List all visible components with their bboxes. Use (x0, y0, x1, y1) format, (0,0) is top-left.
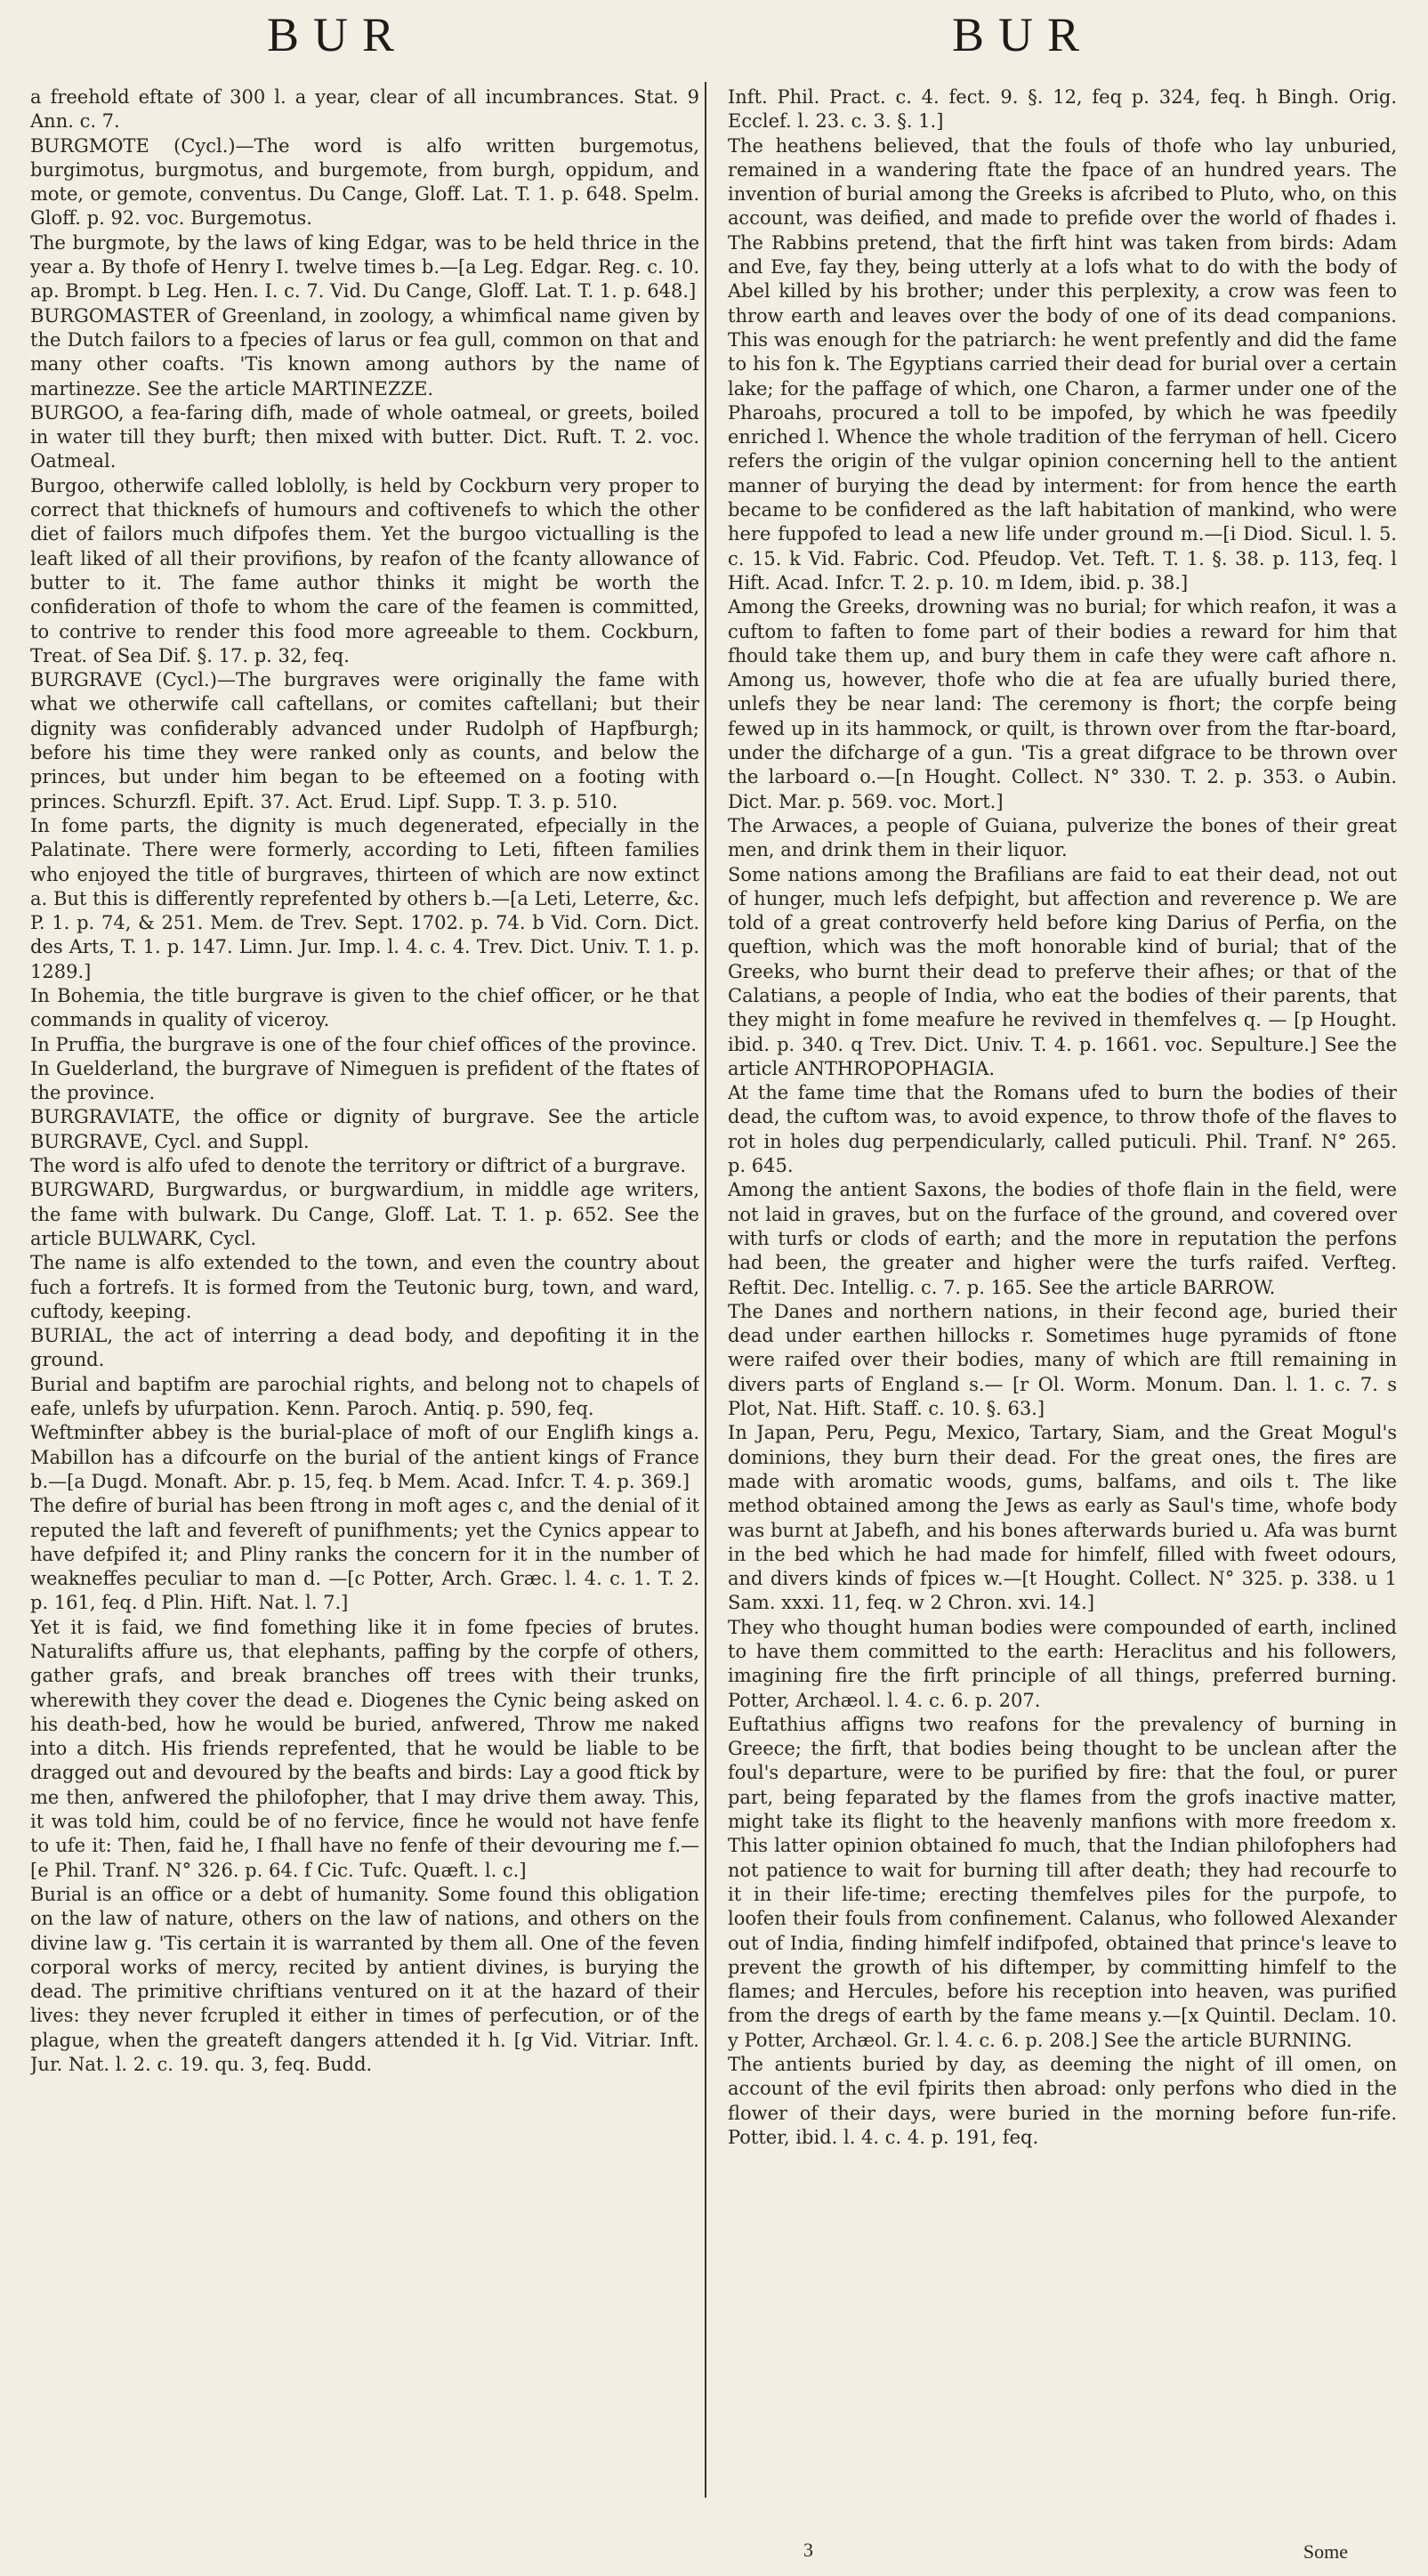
paragraph: In Japan, Peru, Pegu, Mexico, Tartary, Siam, and the Great Mogul's dominions, they burn their dead. For the great ones, the fires are made with aromatic woods, gums, balfams, and oils t. The like method obtained among the Jews as early as Saul's time, whofe body was burnt at Jabefh, and his bones afterwards buried u. Afa was burnt in the bed which he had made for himfelf, filled with fweet odours, and divers kinds of fpices w.—[t Hought. Collect. N° 325. p. 338. u 1 Sam. xxxi. 11, feq. w 2 Chron. xvi. 14.] (728, 1422, 1397, 1614)
column-divider (705, 82, 706, 2498)
paragraph: The antients buried by day, as deeming the night of ill omen, on account of the evil fpirits then abroad: only perfons who died in the flower of their days, were buried in the morning before fun-rife. Potter, ibid. l. 4. c. 4. p. 191, feq. (728, 2054, 1397, 2148)
paragraph: In fome parts, the dignity is much degenerated, efpecially in the Palatinate. There were formerly, according to Leti, fifteen families who enjoyed the title of burgraves, thirteen of which are now extinct a. But this is differently reprefented by others b.—[a Leti, Leterre, &c. P. 1. p. 74, & 251. Mem. de Trev. Sept. 1702. p. 74. b Vid. Corn. Dict. des Arts, T. 1. p. 147. Limn. Jur. Imp. l. 4. c. 4. Trev. Dict. Univ. T. 1. p. 1289.] (30, 814, 699, 982)
paragraph: The Arwaces, a people of Guiana, pulverize the bones of their great men, and drink them in their liquor. (728, 814, 1397, 861)
paragraph: The burgmote, by the laws of king Edgar, was to be held thrice in the year a. By thofe of Henry I. twelve times b.—[a Leg. Edgar. Reg. c. 10. ap. Brompt. b Leg. Hen. I. c. 7. Vid. Du Cange, Gloff. Lat. T. 1. p. 648.] (30, 231, 699, 303)
entry-burgward: BURGWARD, Burgwardus, or burgwardium, in middle age writers, the fame with bulwark. Du Cange, Gloff. Lat. T. 1. p. 652. See the article BULWARK, Cycl. (30, 1179, 699, 1249)
paragraph: The heathens believed, that the fouls of thofe who lay unburied, remained in a wandering ftate the fpace of an hundred years. The invention of burial among the Greeks is afcribed to Pluto, who, on this account, was deified, and made to prefide over the world of fhades i. The Rabbins pretend, that the firft hint was taken from birds: Adam and Eve, fay they, being utterly at a lofs what to do with the body of Abel killed by his brother; under this perplexity, a crow was feen to throw earth and leaves over the body of one of its dead companions. This was enough for the patriarch: he went prefently and did the fame to his fon k. The Egyptians carried their dead for burial over a certain lake; for the paffage of which, one Charon, a farmer under one of the Pharoahs, procured a toll to be impofed, by which he was fpeedily enriched l. Whence the whole tradition of the ferryman of hell. Cicero refers the origin of the vulgar opinion concerning hell to the antient manner of burying the dead by interment: for from hence the earth became to be confidered as the laft habitation of mankind, who were here fuppofed to lead a new life under ground m.—[i Diod. Sicul. l. 5. c. 15. k Vid. Fabric. Cod. Pfeudop. Vet. Teft. T. 1. §. 38. p. 113, feq. l Hift. Acad. Infcr. T. 2. p. 10. m Idem, ibid. p. 38.] (728, 134, 1397, 594)
entry-burgraviate: BURGRAVIATE, the office or dignity of burgrave. See the article BURGRAVE, Cycl. and Suppl. (30, 1106, 699, 1152)
catchword: Some (1303, 2540, 1348, 2563)
paragraph: a freehold eftate of 300 l. a year, clear of all incumbrances. Stat. 9 Ann. c. 7. (30, 86, 699, 133)
paragraph: The name is alfo extended to the town, and even the country about fuch a fortrefs. It is formed from the Teutonic burg, town, and ward, cuftody, keeping. (30, 1252, 699, 1322)
paragraph: In Pruffia, the burgrave is one of the four chief offices of the province. (30, 1033, 698, 1055)
page-signature: 3 (803, 2539, 813, 2561)
paragraph: Among the antient Saxons, the bodies of thofe flain in the field, were not laid in graves, but on the furface of the ground, and covered over with turfs or clods of earth; and the more in reputation the perfons had been, the greater and higher were the turfs raifed. Verfteg. Reftit. Dec. Intellig. c. 7. p. 165. See the article BARROW. (728, 1179, 1397, 1298)
paragraph: Burgoo, otherwife called loblolly, is held by Cockburn very proper to correct that thicknefs of humours and coftivenefs to which the other diet of failors much difpofes them. Yet the burgoo victualling is the leaft liked of all their provifions, by reafon of the fcanty allowance of butter to it. The fame author thinks it might be worth the confideration of thofe to whom the care of the feamen is committed, to contrive to render this food more agreeable to them. Cockburn, Treat. of Sea Dif. §. 17. p. 32, feq. (30, 474, 699, 666)
running-head-left: BUR (267, 8, 409, 61)
entry-burgomaster: BURGOMASTER of Greenland, in zoology, a whimfical name given by the Dutch failors to a fpecies of larus or fea gull, common on that and many other coafts. 'Tis known among authors by the name of martinezze. See the article MARTINEZZE. (30, 304, 699, 400)
right-column (728, 85, 1397, 2510)
paragraph: Yet it is faid, we find fomething like it in fome fpecies of brutes. Naturalifts affure us, that elephants, paffing by the corpfe of others, gather grafs, and break branches off trees with their trunks, wherewith they cover the dead e. Diogenes the Cynic being asked on his death-bed, how he would be buried, anfwered, Throw me naked into a ditch. His friends reprefented, that he would be liable to be dragged out and devoured by the beafts and birds: Lay a good ftick by me then, anfwered the philofopher, that I may drive them away. This, it was told him, could be of no fervice, fince he would not have fenfe to ufe it: Then, faid he, I fhall have no fenfe of their devouring me f.—[e Phil. Tranf. N° 326. p. 64. f Cic. Tufc. Quæft. l. c.] (30, 1616, 699, 1881)
paragraph: At the fame time that the Romans ufed to burn the bodies of their dead, the cuftom was, to avoid expence, to throw thofe of the flaves to rot in holes dug perpendicularly, called puticuli. Phil. Tranf. N° 265. p. 645. (728, 1082, 1397, 1177)
paragraph: Some nations among the Brafilians are faid to eat their dead, not out of hunger, much lefs defpight, but affection and reverence p. We are told of a great controverfy held before king Darius of Perfia, on the queftion, which was the moft honorable kind of burial; that of the Greeks, who burnt their dead to preferve their afhes; or that of the Calatians, a people of India, who eat the bodies of their parents, that they might in fome meafure he revived in themfelves q. — [p Hought. ibid. p. 340. q Trev. Dict. Univ. T. 4. p. 1661. voc. Sepulture.] See the article ANTHROPOPHAGIA. (728, 863, 1397, 1079)
paragraph: Weftminfter abbey is the burial-place of moft of our Englifh kings a. Mabillon has a difcourfe on the burial of the antient kings of France b.—[a Dugd. Monaft. Abr. p. 15, feq. b Mem. Acad. Infcr. T. 4. p. 369.] (30, 1422, 699, 1492)
paragraph: Burial is an office or a debt of humanity. Some found this obligation on the law of nature, others on the law of nations, and others on the divine law g. 'Tis certain it is warranted by them all. One of the feven corporal works of mercy, recited by antient divines, is burying the dead. The primitive chriftians ventured on it at the hazard of their lives: they never fcrupled it either in times of perfecution, or of the plague, when the greateft dangers attended it h. [g Vid. Vitriar. Inft. Jur. Nat. l. 2. c. 19. qu. 3, feq. Budd. (30, 1883, 699, 2076)
paragraph: The Danes and northern nations, in their fecond age, buried their dead under earthen hillocks r. Sometimes huge pyramids of ftone were raifed over their bodies, many of which are ftill remaining in divers parts of England s.— [r Ol. Worm. Monum. Dan. l. 1. c. 7. s Plot, Nat. Hift. Staff. c. 10. §. 63.] (728, 1300, 1397, 1420)
entry-burgrave: BURGRAVE (Cycl.)—The burgraves were originally the fame with what we otherwife call caftellans, or comites caftellani; but their dignity was confiderably advanced under Rudolph of Hapfburgh; before his time they were ranked only as counts, and below the princes, but under him began to be efteemed on a footing with princes. Schurzfl. Epift. 37. Act. Erud. Lipf. Supp. T. 3. p. 510. (30, 669, 699, 812)
entry-burgoo: BURGOO, a fea-faring difh, made of whole oatmeal, or greets, boiled in water till they burft; then mixed with butter. Dict. Ruft. T. 2. voc. Oatmeal. (30, 401, 699, 472)
entry-burial: BURIAL, the act of interring a dead body, and depofiting it in the ground. (30, 1325, 699, 1371)
paragraph: In Bohemia, the title burgrave is given to the chief officer, or he that commands in quality of viceroy. (30, 984, 699, 1031)
left-column (30, 85, 699, 2510)
paragraph: Among the Greeks, drowning was no burial; for which reafon, it was a cuftom to faften to fome part of their bodies a reward for him that fhould take them up, and bury them in cafe they were caft afhore n. Among us, however, thofe who die at fea are ufually buried there, unlefs they be near land: The ceremony is fhort; the corpfe being fewed up in its hammock, or quilt, is thrown over from the ftar-board, under the difcharge of a gun. 'Tis a great difgrace to be thrown over the larboard o.—[n Hought. Collect. N° 330. T. 2. p. 353. o Aubin. Dict. Mar. p. 569. voc. Mort.] (728, 596, 1397, 812)
paragraph: The defire of burial has been ftrong in moft ages c, and the denial of it reputed the laft and fevereft of punifhments; yet the Cynics appear to have defpifed it; and Pliny ranks the concern for it in the number of weakneffes peculiar to man d. —[c Potter, Arch. Græc. l. 4. c. 1. T. 2. p. 161, feq. d Plin. Hift. Nat. l. 7.] (30, 1495, 699, 1614)
paragraph: The word is alfo ufed to denote the territory or diftrict of a burgrave. (30, 1155, 687, 1177)
paragraph: Burial and baptifm are parochial rights, and belong not to chapels of eafe, unlefs by ufurpation. Kenn. Paroch. Antiq. p. 590, feq. (30, 1373, 699, 1420)
entry-burgmote: BURGMOTE (Cycl.)—The word is alfo written burgemotus, burgimotus, burgmotus, and burgemote, from burgh, oppidum, and mote, or gemote, conventus. Du Cange, Gloff. Lat. T. 1. p. 648. Spelm. Gloff. p. 92. voc. Burgemotus. (30, 134, 699, 230)
running-head-right: BUR (952, 8, 1094, 61)
paragraph: Euftathius affigns two reafons for the prevalency of burning in Greece; the firft, that bodies being thought to be unclean after the foul's departure, were to be purified by fire: that the foul, or purer part, being feparated by the flames from the grofs inactive matter, might take its flight to the heavenly manfions with more freedom x. This latter opinion obtained fo much, that the Indian philofophers had not patience to wait for burning till after death; they had recourfe to it in their life-time; erecting themfelves piles for the purpofe, to loofen their fouls from confinement. Calanus, who followed Alexander out of India, finding himfelf indifpofed, obtained that prince's leave to prevent the growth of his diftemper, by committing himfelf to the flames; and Hercules, before his reception into heaven, was purified from the dregs of earth by the fame means y.—[x Quintil. Declam. 10. y Potter, Archæol. Gr. l. 4. c. 6. p. 208.] See the article BURNING. (728, 1713, 1397, 2051)
paragraph: In Guelderland, the burgrave of Nimeguen is prefident of the ftates of the province. (30, 1057, 699, 1104)
paragraph: Inft. Phil. Pract. c. 4. fect. 9. §. 12, feq p. 324, feq. h Bingh. Orig. Ecclef. l. 23. c. 3. §. 1.] (728, 86, 1397, 133)
paragraph: They who thought human bodies were compounded of earth, inclined to have them committed to the earth: Heraclitus and his followers, imagining fire the firft principle of all things, preferred burning. Potter, Archæol. l. 4. c. 6. p. 207. (728, 1616, 1397, 1711)
